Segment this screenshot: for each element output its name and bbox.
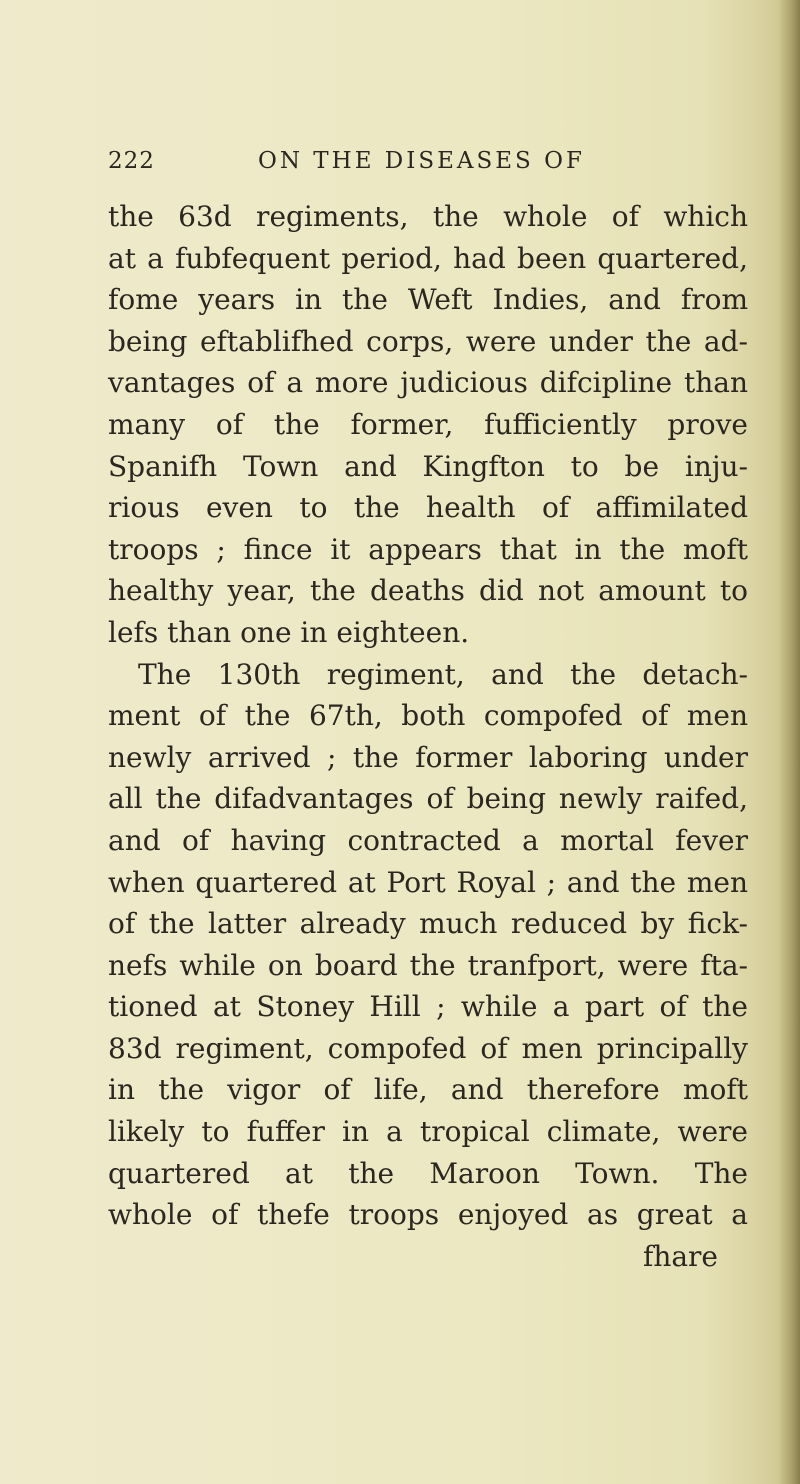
text-line: at a fubfequent period, had been quartered, bbox=[108, 241, 748, 275]
catchword: fhare bbox=[642, 1239, 718, 1273]
text-line: 83d regiment, compofed of men principally bbox=[108, 1031, 748, 1065]
running-title: ON THE DISEASES OF bbox=[258, 148, 585, 174]
text-line: all the difadvantages of being newly raifed, bbox=[108, 782, 748, 816]
text-line: healthy year, the deaths did not amount to bbox=[108, 574, 748, 608]
text-line: troops ; fince it appears that in the moft bbox=[108, 532, 748, 566]
text-line: and of having contracted a mortal fever bbox=[108, 823, 748, 857]
text-line: rious even to the health of affimilated bbox=[108, 491, 748, 525]
text-line: in the vigor of life, and therefore moft bbox=[108, 1073, 748, 1107]
text-line: of the latter already much reduced by fick- bbox=[108, 907, 748, 941]
text-line: fome years in the Weft Indies, and from bbox=[108, 283, 748, 317]
text-line: the 63d regiments, the whole of which bbox=[108, 200, 748, 233]
text-line: whole of thefe troops enjoyed as great a bbox=[108, 1198, 748, 1232]
text-line: ment of the 67th, both compofed of men bbox=[108, 699, 748, 733]
page-edge-shadow bbox=[778, 0, 800, 1484]
running-head bbox=[108, 148, 668, 180]
text-line-paragraph-end: lefs than one in eighteen. bbox=[108, 615, 470, 649]
text-line: tioned at Stoney Hill ; while a part of the bbox=[108, 990, 748, 1024]
text-line: likely to fuffer in a tropical climate, were bbox=[108, 1115, 748, 1149]
text-line: being eftablifhed corps, were under the ad- bbox=[108, 324, 748, 358]
text-line: when quartered at Port Royal ; and the men bbox=[108, 865, 748, 899]
text-line-paragraph-start: The 130th regiment, and the detach- bbox=[138, 657, 748, 691]
text-line: vantages of a more judicious difcipline than bbox=[108, 366, 748, 400]
body-text bbox=[108, 196, 748, 1277]
text-line: nefs while on board the tranfport, were fta- bbox=[108, 948, 748, 982]
text-line: Spanifh Town and Kingfton to be inju- bbox=[108, 449, 748, 483]
text-line: newly arrived ; the former laboring under bbox=[108, 740, 748, 774]
text-line: many of the former, fufficiently prove bbox=[108, 407, 748, 441]
text-line: quartered at the Maroon Town. The bbox=[108, 1156, 748, 1190]
page-number: 222 bbox=[108, 148, 155, 174]
